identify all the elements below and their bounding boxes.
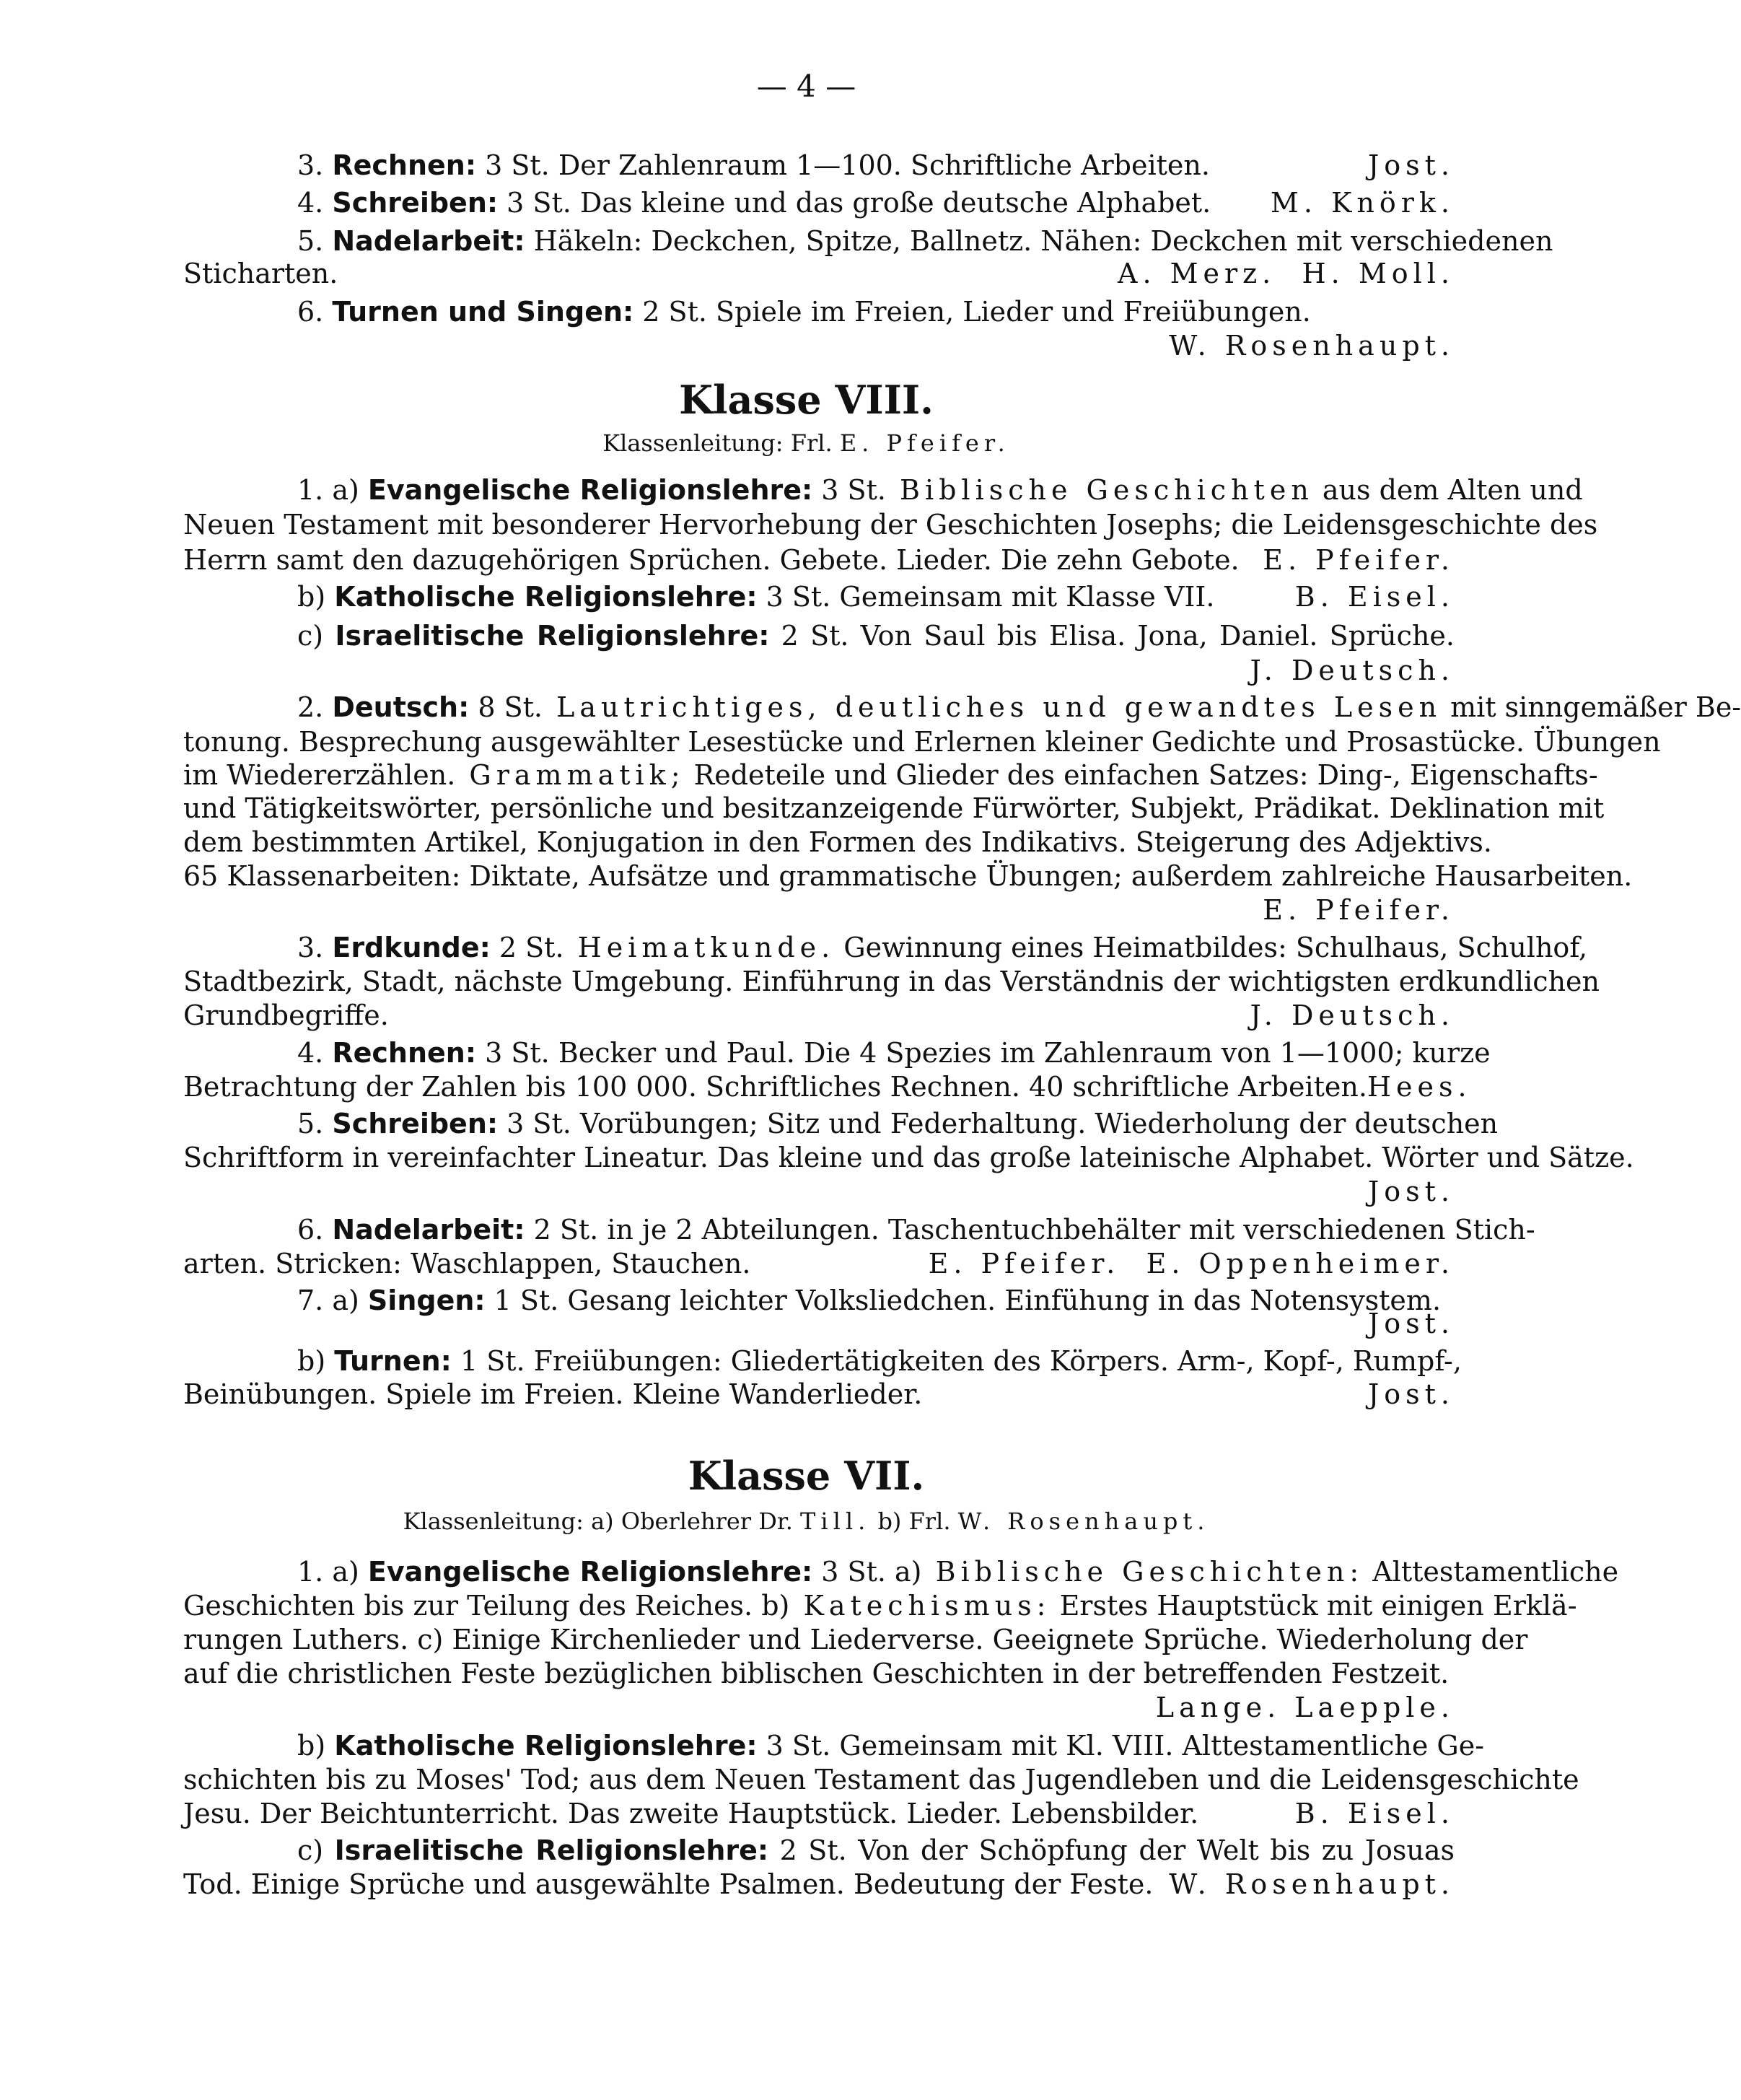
teacher-name: B. Eisel. xyxy=(1294,581,1455,613)
text-line: im Wiedererzählen. Grammatik; Redeteile und Glieder des einfachen Satzes: Ding-, Eigenschafts- xyxy=(183,759,1598,791)
teacher-name: Hees. xyxy=(1367,1071,1472,1103)
teacher-name: Jost. xyxy=(1368,1378,1455,1410)
text-line: Stadtbezirk, Stadt, nächste Umgebung. Einführung in das Verständnis der wichtigsten erdkundlichen xyxy=(183,966,1600,997)
k8-religion-evangelical: 1. a) Evangelische Religionslehre: 3 St. Biblische Geschichten aus dem Alten und xyxy=(297,474,1583,506)
k7-religion-evangelical: 1. a) Evangelische Religionslehre: 3 St. a) Biblische Geschichten: Alttestamentliche xyxy=(297,1556,1619,1588)
text-line: Herrn samt den dazugehörigen Sprüchen. Gebete. Lieder. Die zehn Gebote. E. Pfeifer. xyxy=(183,544,1455,576)
k8-singen: 7. a) Singen: 1 St. Gesang leichter Volksliedchen. Einfühung in das Notensystem. xyxy=(297,1285,1442,1316)
subject-title: Rechnen: xyxy=(332,1037,477,1069)
text-line: auf die christlichen Feste bezüglichen biblischen Geschichten in der betreffenden Festzeit. xyxy=(183,1658,1450,1689)
subject-title: Israelitische Religionslehre: xyxy=(334,1834,769,1866)
text-line: Jesu. Der Beichtunterricht. Das zweite Hauptstück. Lieder. Lebensbilder. B. Eisel. xyxy=(183,1798,1455,1829)
teacher-name: M. Knörk. xyxy=(1270,187,1455,219)
subject-title: Turnen: xyxy=(334,1345,452,1377)
intro-item-6: 6. Turnen und Singen: 2 St. Spiele im Freien, Lieder und Freiübungen. xyxy=(297,296,1311,328)
k8-turnen: b) Turnen: 1 St. Freiübungen: Gliedertätigkeiten des Körpers. Arm-, Kopf-, Rumpf-, xyxy=(297,1345,1462,1377)
k7-religion-catholic: b) Katholische Religionslehre: 3 St. Gemeinsam mit Kl. VIII. Alttestamentliche Ge- xyxy=(297,1730,1485,1762)
text-line: schichten bis zu Moses' Tod; aus dem Neuen Testament das Jugendleben und die Leidensgeschichte xyxy=(183,1764,1579,1795)
teacher-name: Lange. Laepple. xyxy=(1155,1692,1455,1723)
text-line: Betrachtung der Zahlen bis 100 000. Schriftliches Rechnen. 40 schriftliche Arbeiten. Hees. xyxy=(183,1071,1472,1103)
text-line: 65 Klassenarbeiten: Diktate, Aufsätze und grammatische Übungen; außerdem zahlreiche Hausarbeiten. xyxy=(183,860,1633,892)
subject-title: Schreiben: xyxy=(332,187,499,219)
subject-title: Katholische Religionslehre: xyxy=(334,1730,758,1762)
intro-item-3: 3. Rechnen: 3 St. Der Zahlenraum 1—100. Schriftliche Arbeiten. Jost. xyxy=(297,149,1455,181)
text-line: dem bestimmten Artikel, Konjugation in den Formen des Indikativs. Steigerung des Adjektivs. xyxy=(183,826,1492,858)
subject-title: Katholische Religionslehre: xyxy=(334,581,758,613)
subject-title: Turnen und Singen: xyxy=(332,296,634,328)
subject-title: Evangelische Religionslehre: xyxy=(367,1556,813,1588)
teacher-name: W. Rosenhaupt. xyxy=(1169,330,1455,362)
section-heading-klasse-viii: Klasse VIII. xyxy=(679,377,934,423)
k8-nadelarbeit: 6. Nadelarbeit: 2 St. in je 2 Abteilungen. Taschentuchbehälter mit verschiedenen Stich- xyxy=(297,1214,1535,1246)
teacher-name: E. Pfeifer. xyxy=(928,1248,1121,1279)
teacher-name: E. Pfeifer. xyxy=(1263,894,1455,926)
k8-schreiben: 5. Schreiben: 3 St. Vorübungen; Sitz und Federhaltung. Wiederholung der deutschen xyxy=(297,1108,1499,1139)
k7-religion-israelite: c) Israelitische Religionslehre: 2 St. Von der Schöpfung der Welt bis zu Josuas xyxy=(297,1834,1455,1866)
text-line: Tod. Einige Sprüche und ausgewählte Psalmen. Bedeutung der Feste. W. Rosenhaupt. xyxy=(183,1868,1455,1900)
text-line: und Tätigkeitswörter, persönliche und besitzanzeigende Fürwörter, Subjekt, Prädikat. Deklination mit xyxy=(183,792,1605,824)
k8-religion-israelite: c) Israelitische Religionslehre: 2 St. Von Saul bis Elisa. Jona, Daniel. Sprüche. xyxy=(297,620,1455,652)
subject-title: Deutsch: xyxy=(332,691,470,723)
teacher-name: J. Deutsch. xyxy=(1250,999,1455,1031)
page-number: — 4 — xyxy=(756,69,856,104)
subject-title: Erdkunde: xyxy=(332,932,491,963)
intro-item-4: 4. Schreiben: 3 St. Das kleine und das große deutsche Alphabet. M. Knörk. xyxy=(297,187,1455,219)
text-line: Beinübungen. Spiele im Freien. Kleine Wanderlieder. Jost. xyxy=(183,1378,1455,1410)
teacher-name: E. Oppenheimer. xyxy=(1146,1248,1455,1279)
text-line: rungen Luthers. c) Einige Kirchenlieder und Liederverse. Geeignete Sprüche. Wiederholung der xyxy=(183,1624,1528,1655)
text-line: Geschichten bis zur Teilung des Reiches. b) Katechismus: Erstes Hauptstück mit einigen Erklä- xyxy=(183,1590,1577,1622)
teacher-name: H. Moll. xyxy=(1302,258,1455,289)
subject-title: Nadelarbeit: xyxy=(332,225,525,257)
teacher-name: W. Rosenhaupt. xyxy=(1169,1868,1455,1900)
text-line: Schriftform in vereinfachter Lineatur. Das kleine und das große lateinische Alphabet. Wörter und Sätze. xyxy=(183,1142,1634,1173)
teacher-name: Jost. xyxy=(1368,149,1455,181)
k8-erdkunde: 3. Erdkunde: 2 St. Heimatkunde. Gewinnung eines Heimatbildes: Schulhaus, Schulhof, xyxy=(297,932,1588,963)
text-line: arten. Stricken: Waschlappen, Stauchen. E. Pfeifer. E. Oppenheimer. xyxy=(183,1248,1455,1279)
k8-religion-catholic: b) Katholische Religionslehre: 3 St. Gemeinsam mit Klasse VII. B. Eisel. xyxy=(297,581,1455,613)
intro-item-5-cont: Sticharten. A. Merz. H. Moll. xyxy=(183,258,1455,289)
class-leadership: Klassenleitung: Frl. E. Pfeifer. xyxy=(602,429,1010,457)
teacher-name: B. Eisel. xyxy=(1294,1798,1455,1829)
subject-title: Rechnen: xyxy=(332,149,477,181)
intro-item-5: 5. Nadelarbeit: Häkeln: Deckchen, Spitze, Ballnetz. Nähen: Deckchen mit verschiedenen xyxy=(297,225,1553,257)
text-line: tonung. Besprechung ausgewählter Lesestücke und Erlernen kleiner Gedichte und Prosastücke. Übungen xyxy=(183,726,1661,758)
subject-title: Singen: xyxy=(367,1285,486,1316)
subject-title: Evangelische Religionslehre: xyxy=(367,474,813,506)
teacher-name: A. Merz. xyxy=(1118,258,1276,289)
k8-deutsch: 2. Deutsch: 8 St. Lautrichtiges, deutliches und gewandtes Lesen mit sinngemäßer Be- xyxy=(297,691,1741,723)
section-heading-klasse-vii: Klasse VII. xyxy=(688,1453,925,1499)
teacher-name: Jost. xyxy=(1368,1176,1455,1207)
class-leadership: Klassenleitung: a) Oberlehrer Dr. Till. b) Frl. W. Rosenhaupt. xyxy=(403,1508,1210,1535)
teacher-name: Jost. xyxy=(1368,1308,1455,1339)
text-line: Neuen Testament mit besonderer Hervorhebung der Geschichten Josephs; die Leidensgeschichte des xyxy=(183,509,1598,541)
teacher-name: E. Pfeifer. xyxy=(1263,544,1455,576)
subject-title: Nadelarbeit: xyxy=(332,1214,525,1246)
subject-title: Schreiben: xyxy=(332,1108,499,1139)
teacher-name: J. Deutsch. xyxy=(1250,655,1455,686)
subject-title: Israelitische Religionslehre: xyxy=(335,620,770,652)
text-line: Grundbegriffe. J. Deutsch. xyxy=(183,999,1455,1031)
k8-rechnen: 4. Rechnen: 3 St. Becker und Paul. Die 4 Spezies im Zahlenraum von 1—1000; kurze xyxy=(297,1037,1491,1069)
